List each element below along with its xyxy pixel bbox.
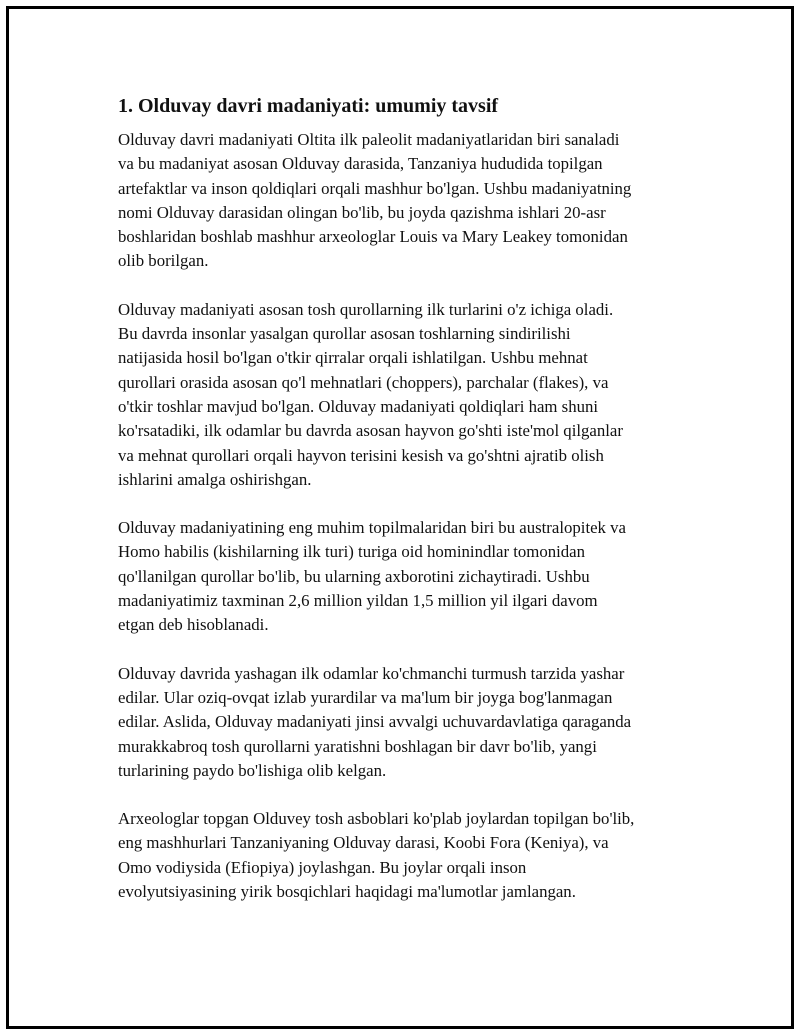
text-line: ko'rsatadiki, ilk odamlar bu davrda asosan hayvon go'shti iste'mol qilganlar <box>118 421 623 441</box>
text-line: ishlarini amalga oshirishgan. <box>118 469 312 489</box>
text-line: eng mashhurlari Tanzaniyaning Olduvay darasi, Koobi Fora (Keniya), va <box>118 833 609 853</box>
paragraph-1 <box>118 128 698 274</box>
text-line: natijasida hosil bo'lgan o'tkir qirralar orqali ishlatilgan. Ushbu mehnat <box>118 348 588 368</box>
text-line: evolyutsiyasining yirik bosqichlari haqidagi ma'lumotlar jamlangan. <box>118 882 576 902</box>
text-line: qurollari orasida asosan qo'l mehnatlari (choppers), parchalar (flakes), va <box>118 372 609 392</box>
text-line: qo'llanilgan qurollar bo'lib, bu ularning axborotini zichaytiradi. Ushbu <box>118 566 590 586</box>
paragraph-4 <box>118 662 698 783</box>
text-line: nomi Olduvay darasidan olingan bo'lib, bu joyda qazishma ishlari 20-asr <box>118 202 606 222</box>
text-line: Olduvay davrida yashagan ilk odamlar ko'chmanchi turmush tarzida yashar <box>118 663 625 683</box>
text-line: artefaktlar va inson qoldiqlari orqali mashhur bo'lgan. Ushbu madaniyatning <box>118 178 632 198</box>
text-line: edilar. Aslida, Olduvay madaniyati jinsi avvalgi uchuvardavlatiga qaraganda <box>118 712 632 732</box>
text-line: Olduvay madaniyati asosan tosh qurollarning ilk turlarini o'z ichiga oladi. <box>118 299 614 319</box>
text-line: etgan deb hisoblanadi. <box>118 615 269 635</box>
text-line: edilar. Ular oziq-ovqat izlab yurardilar va ma'lum bir joyga bog'lanmagan <box>118 687 613 707</box>
text-line: olib borilgan. <box>118 251 209 271</box>
text-line: va mehnat qurollari orqali hayvon terisini kesish va go'shtni ajratib olish <box>118 445 604 465</box>
text-line: Bu davrda insonlar yasalgan qurollar asosan toshlarning sindirilishi <box>118 324 571 344</box>
text-line: Omo vodiysida (Efiopiya) joylashgan. Bu joylar orqali inson <box>118 857 527 877</box>
text-line: Olduvay davri madaniyati Oltita ilk paleolit madaniyatlaridan biri sanaladi <box>118 130 620 149</box>
paragraph-5 <box>118 807 698 904</box>
text-line: madaniyatimiz taxminan 2,6 million yildan 1,5 million yil ilgari davom <box>118 591 598 611</box>
paragraph-2 <box>118 298 698 492</box>
text-line: boshlaridan boshlab mashhur arxeologlar Louis va Mary Leakey tomonidan <box>118 227 628 247</box>
document-body <box>118 94 698 928</box>
text-line: Olduvay madaniyatining eng muhim topilmalaridan biri bu australopitek va <box>118 518 626 538</box>
section-heading: 1. Olduvay davri madaniyati: umumiy tavsif <box>118 95 499 117</box>
text-line: murakkabroq tosh qurollarni yaratishni boshlagan bir davr bo'lib, yangi <box>118 736 597 756</box>
text-line: o'tkir toshlar mavjud bo'lgan. Olduvay madaniyati qoldiqlari ham shuni <box>118 396 599 416</box>
paragraph-3 <box>118 516 698 637</box>
text-line: Homo habilis (kishilarning ilk turi) turiga oid hominindlar tomonidan <box>118 542 586 562</box>
text-line: va bu madaniyat asosan Olduvay darasida, Tanzaniya hududida topilgan <box>118 154 603 174</box>
text-line: turlarining paydo bo'lishiga olib kelgan. <box>118 760 387 780</box>
text-line: Arxeologlar topgan Olduvey tosh asboblari ko'plab joylardan topilgan bo'lib, <box>118 809 635 829</box>
